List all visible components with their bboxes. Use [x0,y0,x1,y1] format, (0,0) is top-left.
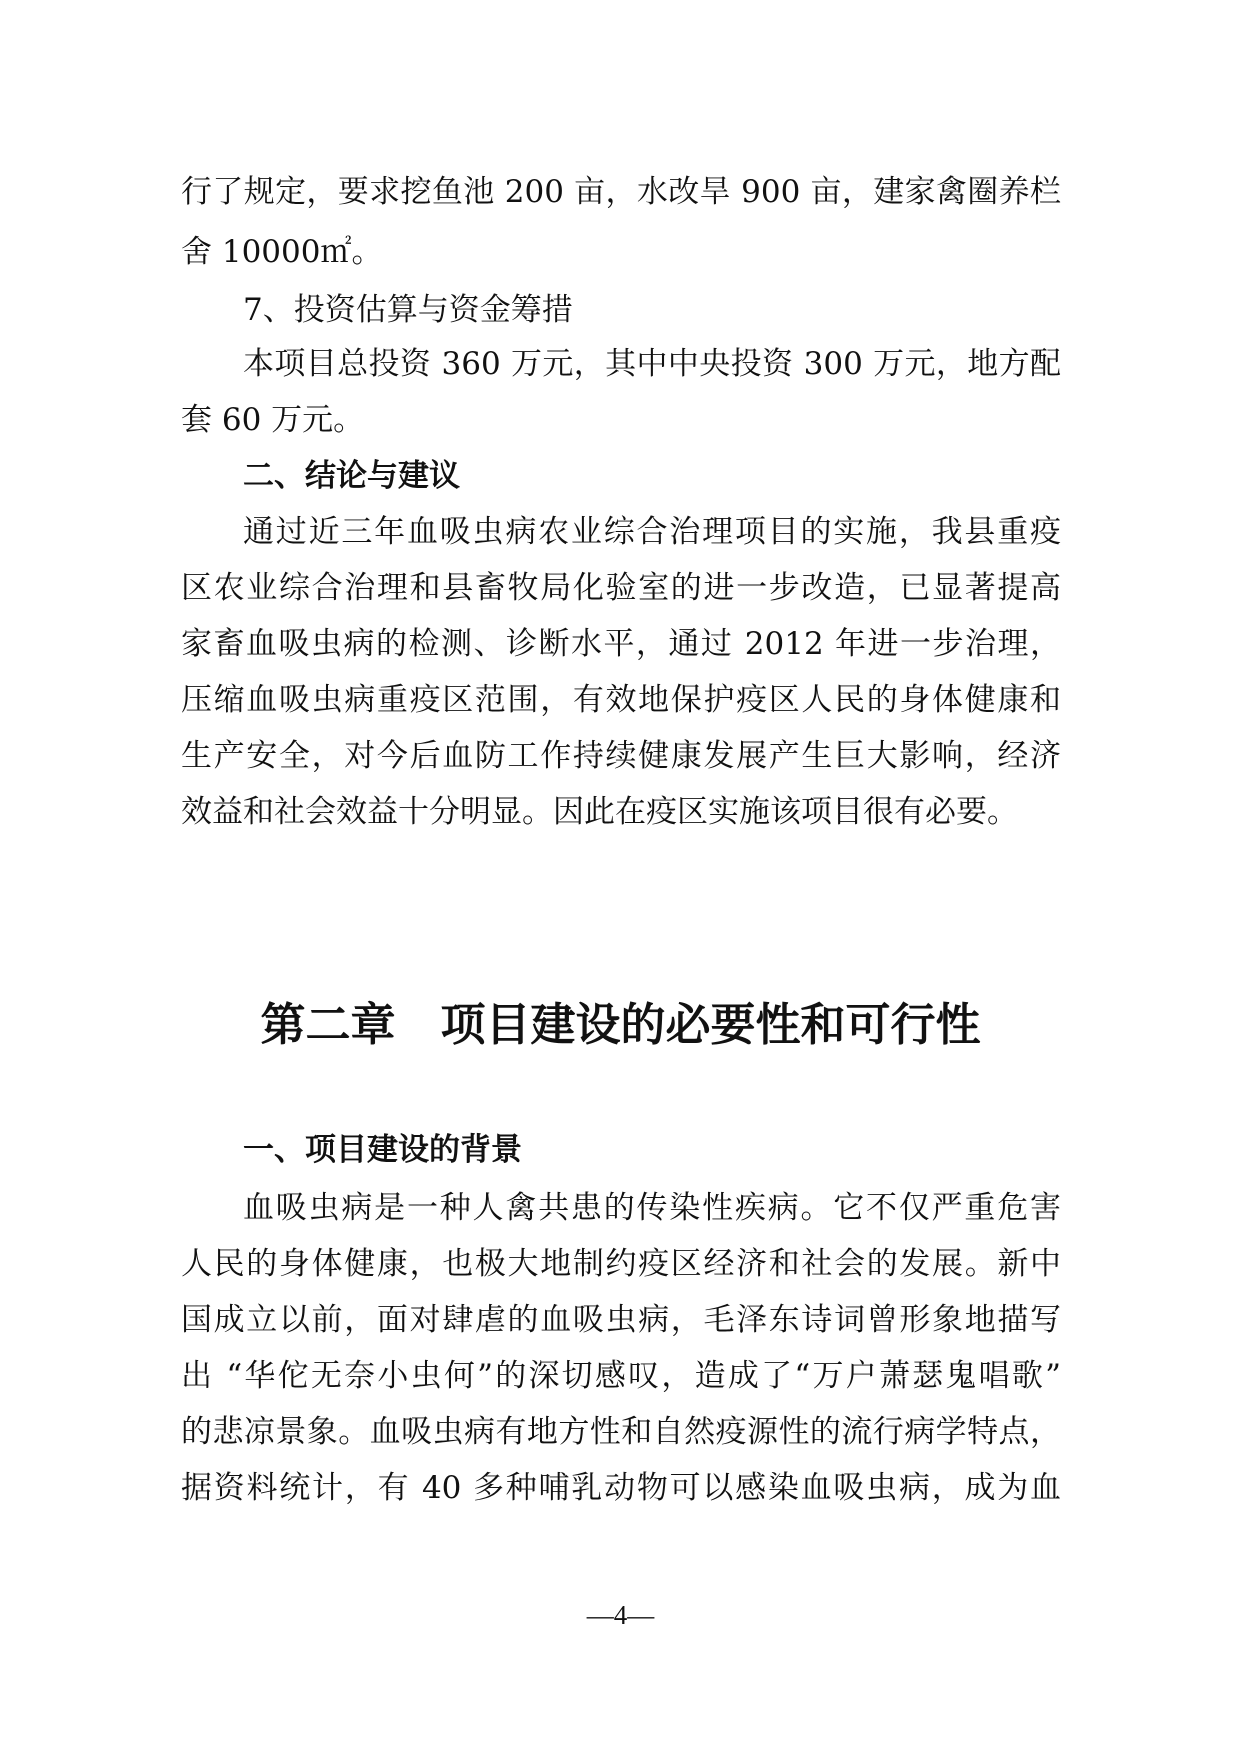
chapter-title: 第二章 项目建设的必要性和可行性 [260,998,981,1051]
paragraph-line: 舍 10000㎡。 [181,234,383,270]
paragraph-line: 行了规定，要求挖鱼池 200 亩，水改旱 900 亩，建家禽圈养栏 [181,174,1061,210]
paragraph-line: 据资料统计，有 40 多种哺乳动物可以感染血吸虫病，成为血 [181,1470,1061,1506]
section-heading: 二、结论与建议 [243,458,460,494]
paragraph-line: 国成立以前，面对肆虐的血吸虫病，毛泽东诗词曾形象地描写 [181,1302,1061,1338]
paragraph-line: 通过近三年血吸虫病农业综合治理项目的实施，我县重疫 [243,514,1061,550]
paragraph-line: 血吸虫病是一种人禽共患的传染性疾病。它不仅严重危害 [243,1190,1061,1226]
paragraph-line: 家畜血吸虫病的检测、诊断水平，通过 2012 年进一步治理， [181,626,1061,662]
page-number: —4— [586,1600,655,1630]
paragraph-line: 效益和社会效益十分明显。因此在疫区实施该项目很有必要。 [181,794,1018,830]
section-heading: 7、投资估算与资金筹措 [243,292,573,328]
paragraph-line: 本项目总投资 360 万元，其中中央投资 300 万元，地方配 [243,346,1061,382]
paragraph-line: 区农业综合治理和县畜牧局化验室的进一步改造，已显著提高 [181,570,1061,606]
paragraph-line: 出 “华佗无奈小虫何”的深切感叹，造成了“万户萧瑟鬼唱歌” [181,1358,1061,1394]
paragraph-line: 人民的身体健康，也极大地制约疫区经济和社会的发展。新中 [181,1246,1061,1282]
paragraph-line: 生产安全，对今后血防工作持续健康发展产生巨大影响，经济 [181,738,1061,774]
section-heading: 一、项目建设的背景 [243,1132,522,1168]
paragraph-line: 的悲凉景象。血吸虫病有地方性和自然疫源性的流行病学特点， [181,1414,1061,1450]
paragraph-line: 压缩血吸虫病重疫区范围，有效地保护疫区人民的身体健康和 [181,682,1061,718]
paragraph-line: 套 60 万元。 [181,402,365,438]
